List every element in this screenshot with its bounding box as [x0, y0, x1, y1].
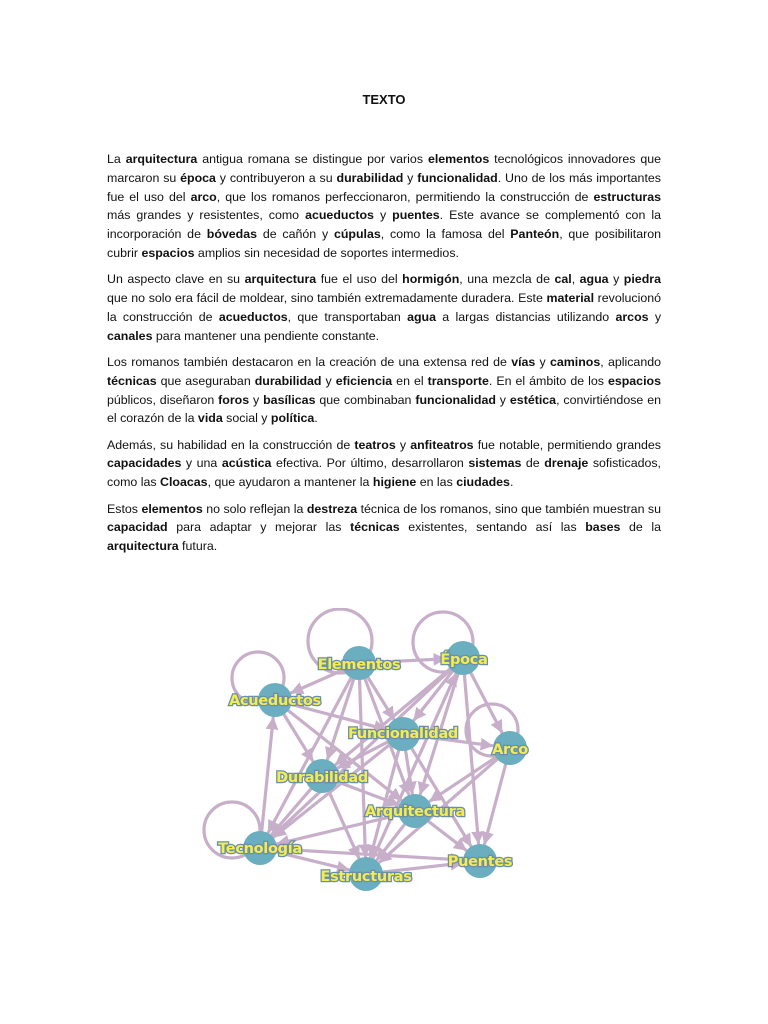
keyword: técnicas: [107, 373, 157, 388]
keyword: acueductos: [305, 208, 374, 223]
page-title: TEXTO: [362, 92, 406, 107]
text-run: , que los romanos perfeccionaron, permitiendo la construcción de: [216, 189, 594, 204]
concept-network-graph: [200, 608, 530, 900]
text-run: más grandes y resistentes, como: [107, 208, 306, 223]
text-run: .: [509, 475, 514, 490]
keyword: elementos: [141, 501, 203, 516]
text-run: y: [495, 392, 510, 407]
text-run: social y: [222, 411, 271, 426]
keyword: durabilidad: [254, 373, 322, 388]
paragraph-5: [107, 500, 661, 556]
keyword: funcionalidad: [415, 392, 496, 407]
text-run: fue el uso del: [316, 272, 403, 287]
text-run: para mantener una pendiente constante.: [152, 328, 380, 343]
text-run: y: [321, 373, 336, 388]
node-label-durabilidad: Durabilidad: [276, 770, 368, 786]
text-run: que combinaban: [315, 392, 416, 407]
text-run: que aseguraban: [156, 373, 255, 388]
keyword: técnicas: [350, 520, 400, 535]
keyword: basílicas: [263, 392, 316, 407]
keyword: material: [546, 291, 595, 306]
node-label-acueductos: Acueductos: [229, 693, 321, 709]
paragraph-3: [107, 353, 661, 428]
keyword: foros: [218, 392, 250, 407]
text-run: de cañón y: [257, 227, 334, 242]
text-run: . Este avance se complementó con la incorporación de: [107, 208, 661, 242]
keyword: arquitectura: [125, 152, 198, 166]
keyword: época: [180, 170, 216, 185]
node-label-tecnologia: Tecnología: [218, 841, 302, 857]
text-run: Los romanos también destacaron en la creación de una extensa red de: [107, 354, 512, 369]
keyword: puentes: [392, 208, 440, 223]
text-run: y: [608, 272, 624, 287]
text-run: fue notable, permitiendo grandes: [473, 437, 662, 452]
keyword: agua: [579, 272, 609, 287]
keyword: caminos: [549, 354, 601, 369]
node-label-epoca: Época: [440, 652, 488, 668]
text-run: , que ayudaron a mantener la: [207, 475, 373, 490]
keyword: arcos: [615, 309, 649, 324]
keyword: anfiteatros: [410, 437, 474, 452]
text-run: que no solo era fácil de moldear, sino también extremadamente duradera. Este: [107, 291, 547, 306]
text-run: y una: [181, 456, 222, 471]
text-run: y: [535, 354, 550, 369]
keyword: política: [270, 411, 315, 426]
text-run: futura.: [178, 539, 218, 554]
text-run: .: [314, 411, 318, 426]
text-run: y contribuyeron a su: [215, 170, 337, 185]
text-run: . En el ámbito de los: [488, 373, 608, 388]
keyword: vías: [511, 354, 536, 369]
keyword: sistemas: [468, 456, 522, 471]
text-run: tecnológicos innovadores que marcaron su: [107, 152, 662, 185]
keyword: arco: [190, 189, 217, 204]
text-run: . Uno de los más importantes fue el uso del: [107, 170, 661, 204]
text-run: técnica de los romanos, sino que también muestran su: [357, 501, 661, 516]
text-run: Además, su habilidad en la construcción de: [107, 437, 355, 452]
text-run: a largas distancias utilizando: [436, 309, 616, 324]
keyword: vida: [197, 411, 223, 426]
edge-elementos-estructuras: [359, 667, 365, 856]
keyword: teatros: [354, 437, 396, 452]
text-run: antigua romana se distingue por varios: [197, 152, 428, 166]
document-body: [107, 150, 661, 563]
keyword: durabilidad: [336, 170, 404, 185]
text-run: existentes, sentando así las: [399, 520, 586, 535]
keyword: elementos: [427, 152, 490, 166]
keyword: capacidad: [107, 520, 168, 535]
text-run: de: [521, 456, 545, 471]
keyword: arquitectura: [244, 272, 317, 287]
text-run: ,: [571, 272, 580, 287]
text-run: La: [107, 152, 126, 166]
node-label-funcionalidad: Funcionalidad: [347, 726, 459, 742]
keyword: bóvedas: [206, 227, 258, 242]
text-run: para adaptar y mejorar las: [167, 520, 351, 535]
keyword: higiene: [372, 475, 417, 490]
text-run: y: [373, 208, 393, 223]
keyword: cúpulas: [333, 227, 381, 242]
node-label-arquitectura: Arquitectura: [365, 804, 465, 820]
paragraph-4: [107, 436, 661, 492]
keyword: acueductos: [218, 309, 288, 324]
keyword: estética: [509, 392, 557, 407]
keyword: estructuras: [593, 189, 661, 204]
text-run: Un aspecto clave en su: [107, 272, 245, 287]
keyword: Cloacas: [160, 475, 208, 490]
keyword: bases: [585, 520, 621, 535]
keyword: eficiencia: [335, 373, 393, 388]
text-run: , una mezcla de: [459, 272, 555, 287]
text-run: , convirtiéndose en el corazón de la: [107, 392, 661, 426]
text-run: y: [395, 437, 411, 452]
text-run: , aplicando: [600, 354, 661, 369]
text-run: y: [249, 392, 264, 407]
text-run: y: [403, 170, 418, 185]
text-run: en las: [416, 475, 457, 490]
keyword: arquitectura: [107, 539, 179, 554]
node-label-estructuras: Estructuras: [320, 869, 412, 885]
keyword: hormigón: [402, 272, 460, 287]
keyword: canales: [107, 328, 153, 343]
keyword: funcionalidad: [417, 170, 498, 185]
node-label-puentes: Puentes: [447, 854, 513, 870]
keyword: espacios: [141, 245, 195, 260]
keyword: espacios: [607, 373, 661, 388]
paragraph-2: [107, 270, 661, 345]
keyword: acústica: [221, 456, 272, 471]
text-run: revolucionó la construcción de: [107, 291, 662, 324]
paragraph-1: [107, 150, 661, 263]
keyword: capacidades: [107, 456, 182, 471]
text-run: no solo reflejan la: [202, 501, 307, 516]
keyword: ciudades: [456, 475, 510, 490]
text-run: , como la famosa del: [380, 227, 511, 242]
text-run: Estos: [107, 501, 142, 516]
keyword: cal: [554, 272, 572, 287]
keyword: drenaje: [544, 456, 589, 471]
text-run: amplios sin necesidad de soportes intermedios.: [194, 245, 459, 260]
keyword: piedra: [623, 272, 661, 287]
text-run: sofisticados, como las: [107, 456, 662, 490]
text-run: públicos, diseñaron: [107, 392, 219, 407]
text-run: , que posibilitaron cubrir: [107, 227, 662, 260]
text-run: de la: [620, 520, 661, 535]
keyword: agua: [407, 309, 436, 324]
text-run: y: [648, 309, 662, 324]
text-run: , que transportaban: [287, 309, 408, 324]
node-label-arco: Arco: [492, 742, 528, 758]
keyword: Panteón: [510, 227, 560, 242]
edge-estructuras-epoca: [368, 674, 456, 870]
keyword: destreza: [306, 501, 358, 516]
keyword: transporte: [427, 373, 489, 388]
text-run: efectiva. Por último, desarrollaron: [271, 456, 469, 471]
node-label-elementos: Elementos: [317, 657, 401, 673]
text-run: en el: [392, 373, 428, 388]
